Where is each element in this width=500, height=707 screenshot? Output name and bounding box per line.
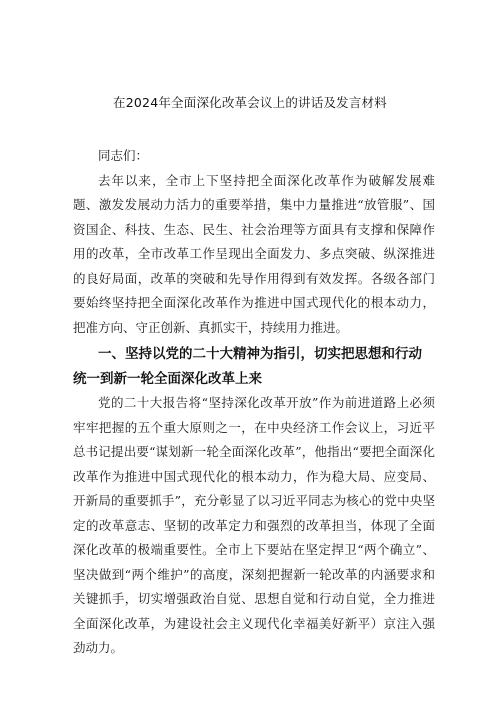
paragraph-intro: 去年以来，全市上下坚持把全面深化改革作为破解发展难题、激发发展动力活力的重要举措，集中力量推进“放管服”、国资国企、科技、生态、民生、社会治理等方面具有支撑和保障作用的改革，全市改革工作呈现出全面发力、多点突破、纵深推进的良好局面，改革的突破和先导作用得到有效发挥。各级各部门要始终坚持把全面深化改革作为推进中国式现代化的根本动力，把准方向、守正创新、真抓实干，持续用力推进。 (73, 172, 435, 335)
document-title: 在2024年全面深化改革会议上的讲话及发言材料 (113, 95, 387, 110)
section-heading: 一、坚持以党的二十大精神为指引，切实把思想和行动统一到新一轮全面深化改革上来 (73, 346, 422, 387)
salutation: 同志们： (98, 148, 149, 163)
paragraph-section-1: 党的二十大报告将“坚持深化改革开放”作为前进道路上必须牢牢把握的五个重大原则之一，在中央经济工作会议上，习近平总书记提出要“谋划新一轮全面深化改革”，他指出“要把全面深化改革作为推进中国式现代化的根本动力，作为稳大局、应变局、开新局的重要抓手”，充分彰显了以习近平同志为核心的党中央坚定的改革意志、坚韧的改革定力和强烈的改革担当，体现了全面深化改革的极端重要性。全市上下要站在坚定捍卫“两个确立”、坚决做到“两个维护”的高度，深刻把握新一轮改革的内涵要求和关键抓手，切实增强政治自觉、思想自觉和行动自觉，全力推进全面深化改革，为建设社会主义现代化幸福美好新平）京注入强劲动力。 (73, 395, 435, 655)
document-body (73, 144, 435, 661)
